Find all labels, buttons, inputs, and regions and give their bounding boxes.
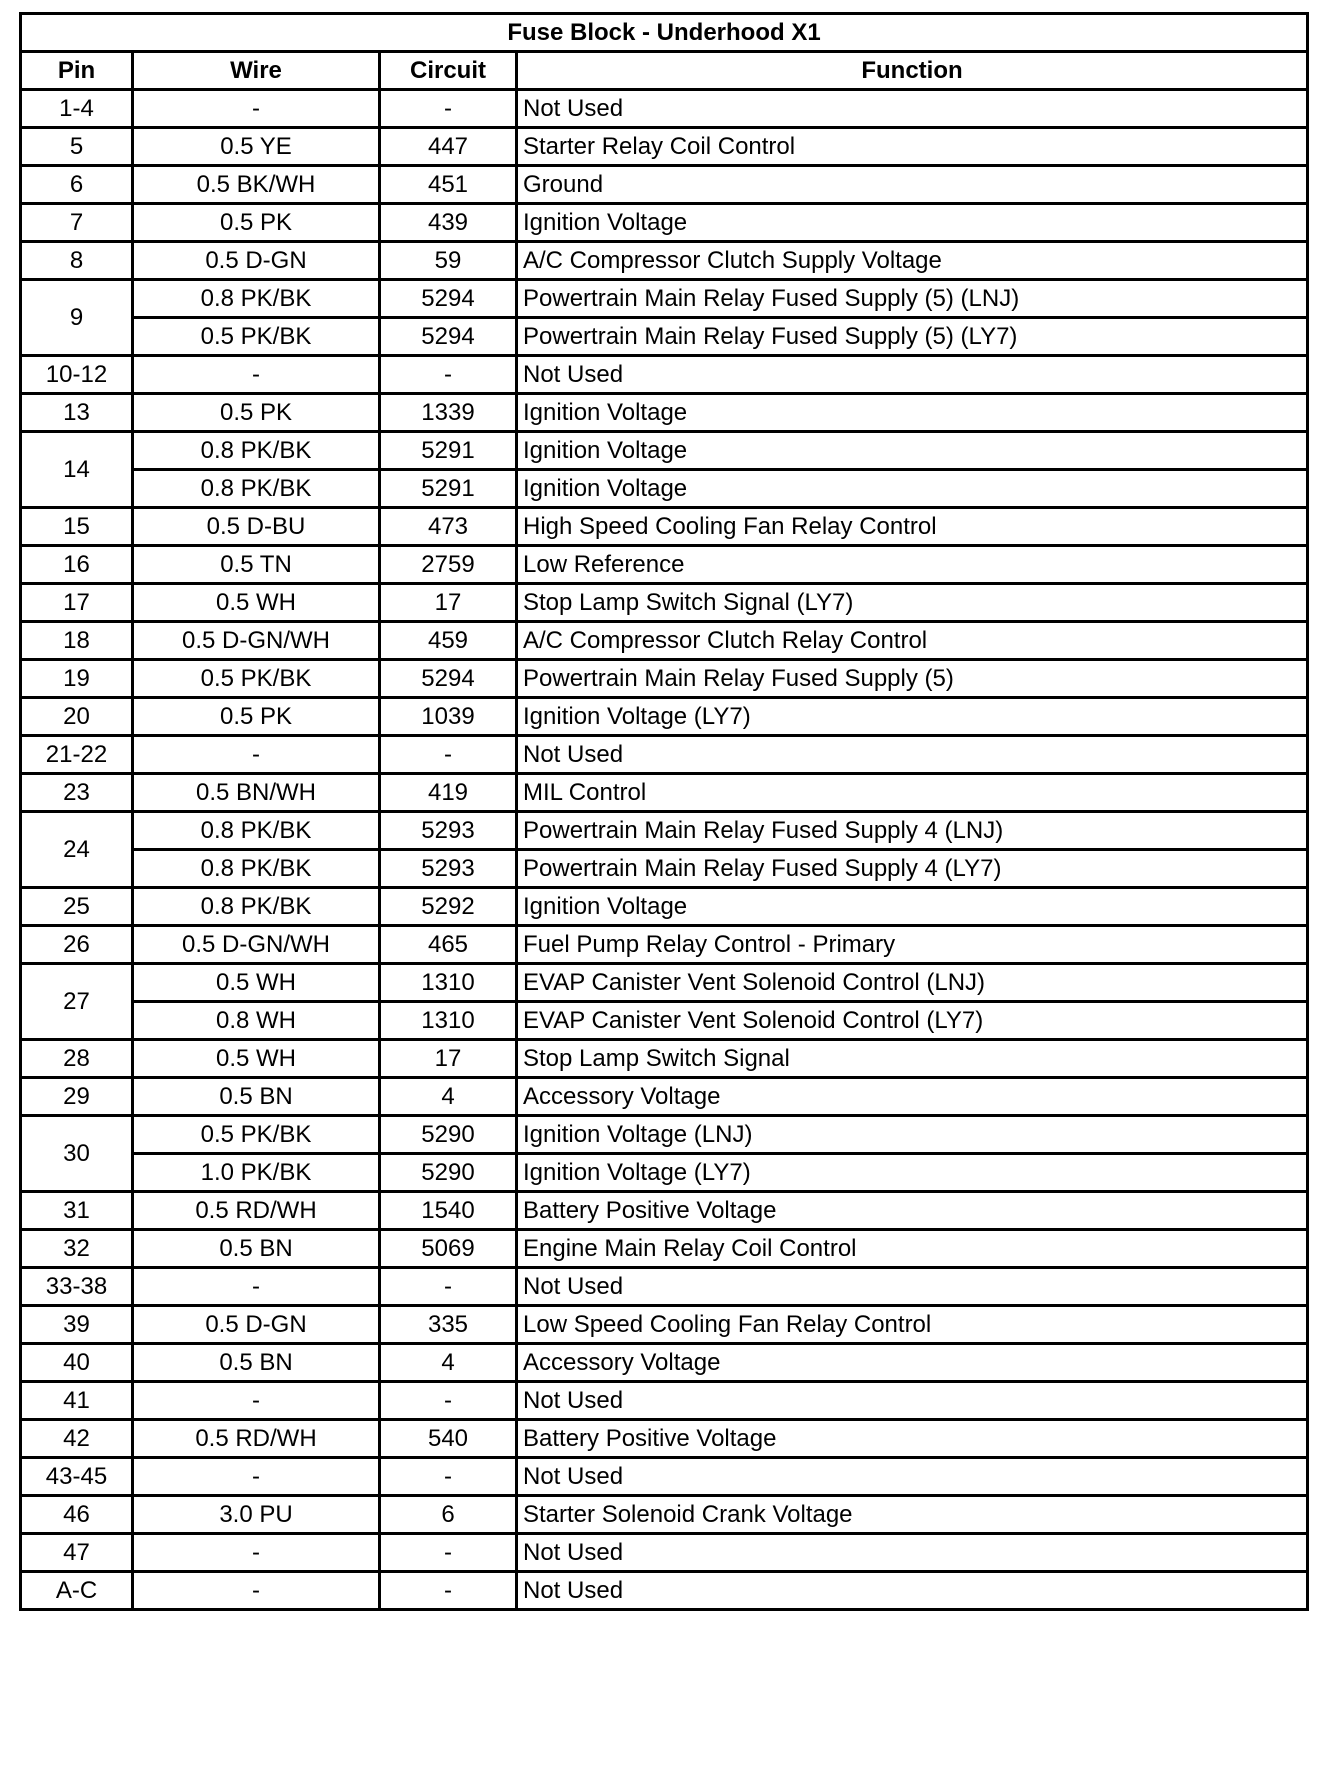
function-cell: Battery Positive Voltage xyxy=(517,1420,1308,1458)
table-row xyxy=(21,1268,1308,1306)
wire-cell: 0.5 YE xyxy=(133,128,380,166)
circuit-cell: 5290 xyxy=(380,1116,517,1154)
table-row xyxy=(21,850,1308,888)
wire-cell: 0.5 PK xyxy=(133,204,380,242)
circuit-cell: 459 xyxy=(380,622,517,660)
wire-cell: 0.8 PK/BK xyxy=(133,888,380,926)
pin-cell: 13 xyxy=(21,394,133,432)
circuit-cell: 59 xyxy=(380,242,517,280)
wire-cell: 3.0 PU xyxy=(133,1496,380,1534)
wire-cell: 0.5 PK xyxy=(133,698,380,736)
function-cell: Powertrain Main Relay Fused Supply 4 (LY7) xyxy=(517,850,1308,888)
table-row xyxy=(21,698,1308,736)
circuit-cell: 451 xyxy=(380,166,517,204)
wire-cell: 0.5 D-GN xyxy=(133,1306,380,1344)
function-cell: Not Used xyxy=(517,1458,1308,1496)
table-row xyxy=(21,318,1308,356)
wire-cell: 0.5 PK xyxy=(133,394,380,432)
function-cell: Not Used xyxy=(517,736,1308,774)
wire-cell: 0.5 WH xyxy=(133,584,380,622)
function-cell: Starter Relay Coil Control xyxy=(517,128,1308,166)
function-cell: Not Used xyxy=(517,1572,1308,1610)
pin-cell: 6 xyxy=(21,166,133,204)
wire-cell: 0.5 D-GN xyxy=(133,242,380,280)
function-cell: Accessory Voltage xyxy=(517,1344,1308,1382)
wire-cell: 0.5 WH xyxy=(133,1040,380,1078)
function-cell: Not Used xyxy=(517,1534,1308,1572)
circuit-cell: 17 xyxy=(380,584,517,622)
table-row xyxy=(21,1154,1308,1192)
function-cell: Ignition Voltage (LY7) xyxy=(517,1154,1308,1192)
table-row xyxy=(21,1382,1308,1420)
wire-cell: - xyxy=(133,1572,380,1610)
pin-cell: 15 xyxy=(21,508,133,546)
table-row xyxy=(21,1078,1308,1116)
pin-cell: 20 xyxy=(21,698,133,736)
wire-cell: - xyxy=(133,1268,380,1306)
circuit-cell: - xyxy=(380,1534,517,1572)
circuit-cell: 1310 xyxy=(380,964,517,1002)
pin-cell: 43-45 xyxy=(21,1458,133,1496)
table-row xyxy=(21,90,1308,128)
wire-cell: 0.8 PK/BK xyxy=(133,850,380,888)
function-cell: Powertrain Main Relay Fused Supply (5) xyxy=(517,660,1308,698)
header-circuit: Circuit xyxy=(380,52,517,90)
table-header-row xyxy=(21,52,1308,90)
wire-cell: 0.5 BK/WH xyxy=(133,166,380,204)
table-row xyxy=(21,1344,1308,1382)
pin-cell: 28 xyxy=(21,1040,133,1078)
wire-cell: - xyxy=(133,356,380,394)
table-row xyxy=(21,660,1308,698)
function-cell: Not Used xyxy=(517,90,1308,128)
table-row xyxy=(21,242,1308,280)
function-cell: Low Reference xyxy=(517,546,1308,584)
circuit-cell: 5291 xyxy=(380,432,517,470)
table-row xyxy=(21,1572,1308,1610)
circuit-cell: 4 xyxy=(380,1344,517,1382)
circuit-cell: - xyxy=(380,1268,517,1306)
table-row xyxy=(21,774,1308,812)
function-cell: Ignition Voltage (LY7) xyxy=(517,698,1308,736)
table-row xyxy=(21,622,1308,660)
wire-cell: 0.8 PK/BK xyxy=(133,812,380,850)
circuit-cell: - xyxy=(380,1572,517,1610)
function-cell: A/C Compressor Clutch Supply Voltage xyxy=(517,242,1308,280)
table-row xyxy=(21,1306,1308,1344)
circuit-cell: - xyxy=(380,1458,517,1496)
pin-cell: 16 xyxy=(21,546,133,584)
table-row xyxy=(21,204,1308,242)
table-row xyxy=(21,1002,1308,1040)
table-row xyxy=(21,926,1308,964)
wire-cell: 0.5 PK/BK xyxy=(133,1116,380,1154)
wire-cell: - xyxy=(133,1534,380,1572)
function-cell: Low Speed Cooling Fan Relay Control xyxy=(517,1306,1308,1344)
wire-cell: 0.8 PK/BK xyxy=(133,432,380,470)
pin-cell: 41 xyxy=(21,1382,133,1420)
pin-cell: 40 xyxy=(21,1344,133,1382)
function-cell: Ignition Voltage xyxy=(517,888,1308,926)
pin-cell: 10-12 xyxy=(21,356,133,394)
table-row xyxy=(21,736,1308,774)
table-row xyxy=(21,964,1308,1002)
wire-cell: 0.5 RD/WH xyxy=(133,1420,380,1458)
circuit-cell: 540 xyxy=(380,1420,517,1458)
pin-cell: 7 xyxy=(21,204,133,242)
wire-cell: 0.5 D-GN/WH xyxy=(133,622,380,660)
pin-cell: 19 xyxy=(21,660,133,698)
table-row xyxy=(21,1496,1308,1534)
table-row xyxy=(21,1192,1308,1230)
function-cell: Powertrain Main Relay Fused Supply 4 (LNJ) xyxy=(517,812,1308,850)
header-function: Function xyxy=(517,52,1308,90)
wire-cell: - xyxy=(133,1458,380,1496)
table-body xyxy=(21,90,1308,1610)
table-row xyxy=(21,812,1308,850)
header-wire: Wire xyxy=(133,52,380,90)
circuit-cell: - xyxy=(380,90,517,128)
table-row xyxy=(21,432,1308,470)
function-cell: EVAP Canister Vent Solenoid Control (LNJ) xyxy=(517,964,1308,1002)
pin-cell: 21-22 xyxy=(21,736,133,774)
circuit-cell: 5293 xyxy=(380,850,517,888)
pin-cell: 30 xyxy=(21,1116,133,1192)
table-row xyxy=(21,1230,1308,1268)
function-cell: Battery Positive Voltage xyxy=(517,1192,1308,1230)
function-cell: MIL Control xyxy=(517,774,1308,812)
function-cell: Stop Lamp Switch Signal (LY7) xyxy=(517,584,1308,622)
table-row xyxy=(21,888,1308,926)
pin-cell: 23 xyxy=(21,774,133,812)
wire-cell: 0.5 TN xyxy=(133,546,380,584)
table-row xyxy=(21,1116,1308,1154)
wire-cell: 0.5 PK/BK xyxy=(133,660,380,698)
circuit-cell: 4 xyxy=(380,1078,517,1116)
table-row xyxy=(21,546,1308,584)
wire-cell: 1.0 PK/BK xyxy=(133,1154,380,1192)
function-cell: EVAP Canister Vent Solenoid Control (LY7) xyxy=(517,1002,1308,1040)
pin-cell: 9 xyxy=(21,280,133,356)
pin-cell: 27 xyxy=(21,964,133,1040)
wire-cell: 0.5 BN/WH xyxy=(133,774,380,812)
circuit-cell: 5294 xyxy=(380,318,517,356)
function-cell: Ignition Voltage xyxy=(517,394,1308,432)
table-row xyxy=(21,1420,1308,1458)
function-cell: Ignition Voltage (LNJ) xyxy=(517,1116,1308,1154)
wire-cell: 0.5 D-BU xyxy=(133,508,380,546)
circuit-cell: 5069 xyxy=(380,1230,517,1268)
wire-cell: 0.5 PK/BK xyxy=(133,318,380,356)
circuit-cell: 5294 xyxy=(380,660,517,698)
table-row xyxy=(21,470,1308,508)
wire-cell: 0.8 WH xyxy=(133,1002,380,1040)
pin-cell: 29 xyxy=(21,1078,133,1116)
wire-cell: 0.8 PK/BK xyxy=(133,470,380,508)
wire-cell: 0.5 BN xyxy=(133,1344,380,1382)
wire-cell: 0.5 D-GN/WH xyxy=(133,926,380,964)
wire-cell: 0.5 BN xyxy=(133,1230,380,1268)
function-cell: Engine Main Relay Coil Control xyxy=(517,1230,1308,1268)
wire-cell: 0.8 PK/BK xyxy=(133,280,380,318)
circuit-cell: 447 xyxy=(380,128,517,166)
pin-cell: 1-4 xyxy=(21,90,133,128)
function-cell: Powertrain Main Relay Fused Supply (5) (LNJ) xyxy=(517,280,1308,318)
circuit-cell: 2759 xyxy=(380,546,517,584)
wire-cell: 0.5 RD/WH xyxy=(133,1192,380,1230)
circuit-cell: 5292 xyxy=(380,888,517,926)
circuit-cell: - xyxy=(380,736,517,774)
pin-cell: 47 xyxy=(21,1534,133,1572)
circuit-cell: 5291 xyxy=(380,470,517,508)
pin-cell: 42 xyxy=(21,1420,133,1458)
function-cell: Ground xyxy=(517,166,1308,204)
circuit-cell: 419 xyxy=(380,774,517,812)
table-title-row xyxy=(21,14,1308,52)
circuit-cell: 6 xyxy=(380,1496,517,1534)
header-pin: Pin xyxy=(21,52,133,90)
table-row xyxy=(21,1534,1308,1572)
circuit-cell: 335 xyxy=(380,1306,517,1344)
function-cell: Ignition Voltage xyxy=(517,432,1308,470)
function-cell: Ignition Voltage xyxy=(517,470,1308,508)
pin-cell: 24 xyxy=(21,812,133,888)
pin-cell: 17 xyxy=(21,584,133,622)
function-cell: Starter Solenoid Crank Voltage xyxy=(517,1496,1308,1534)
function-cell: Not Used xyxy=(517,356,1308,394)
pin-cell: 14 xyxy=(21,432,133,508)
table-row xyxy=(21,584,1308,622)
pin-cell: A-C xyxy=(21,1572,133,1610)
table-row xyxy=(21,1040,1308,1078)
fuse-block-table xyxy=(19,12,1309,1611)
circuit-cell: 17 xyxy=(380,1040,517,1078)
circuit-cell: 1310 xyxy=(380,1002,517,1040)
pin-cell: 25 xyxy=(21,888,133,926)
wire-cell: 0.5 WH xyxy=(133,964,380,1002)
pin-cell: 33-38 xyxy=(21,1268,133,1306)
circuit-cell: 1540 xyxy=(380,1192,517,1230)
wire-cell: - xyxy=(133,1382,380,1420)
circuit-cell: 1339 xyxy=(380,394,517,432)
function-cell: Accessory Voltage xyxy=(517,1078,1308,1116)
function-cell: Not Used xyxy=(517,1382,1308,1420)
table-row xyxy=(21,394,1308,432)
pin-cell: 32 xyxy=(21,1230,133,1268)
circuit-cell: 1039 xyxy=(380,698,517,736)
pin-cell: 39 xyxy=(21,1306,133,1344)
function-cell: Fuel Pump Relay Control - Primary xyxy=(517,926,1308,964)
pin-cell: 46 xyxy=(21,1496,133,1534)
circuit-cell: - xyxy=(380,1382,517,1420)
function-cell: Stop Lamp Switch Signal xyxy=(517,1040,1308,1078)
table-row xyxy=(21,508,1308,546)
pin-cell: 31 xyxy=(21,1192,133,1230)
table-title: Fuse Block - Underhood X1 xyxy=(21,14,1308,52)
table-row xyxy=(21,128,1308,166)
circuit-cell: - xyxy=(380,356,517,394)
table-row xyxy=(21,280,1308,318)
function-cell: A/C Compressor Clutch Relay Control xyxy=(517,622,1308,660)
table-row xyxy=(21,166,1308,204)
function-cell: High Speed Cooling Fan Relay Control xyxy=(517,508,1308,546)
circuit-cell: 5290 xyxy=(380,1154,517,1192)
wire-cell: - xyxy=(133,736,380,774)
circuit-cell: 439 xyxy=(380,204,517,242)
circuit-cell: 473 xyxy=(380,508,517,546)
circuit-cell: 465 xyxy=(380,926,517,964)
function-cell: Powertrain Main Relay Fused Supply (5) (LY7) xyxy=(517,318,1308,356)
pin-cell: 18 xyxy=(21,622,133,660)
circuit-cell: 5293 xyxy=(380,812,517,850)
pin-cell: 26 xyxy=(21,926,133,964)
wire-cell: 0.5 BN xyxy=(133,1078,380,1116)
pin-cell: 5 xyxy=(21,128,133,166)
table-row xyxy=(21,1458,1308,1496)
function-cell: Ignition Voltage xyxy=(517,204,1308,242)
circuit-cell: 5294 xyxy=(380,280,517,318)
pin-cell: 8 xyxy=(21,242,133,280)
function-cell: Not Used xyxy=(517,1268,1308,1306)
table-row xyxy=(21,356,1308,394)
wire-cell: - xyxy=(133,90,380,128)
